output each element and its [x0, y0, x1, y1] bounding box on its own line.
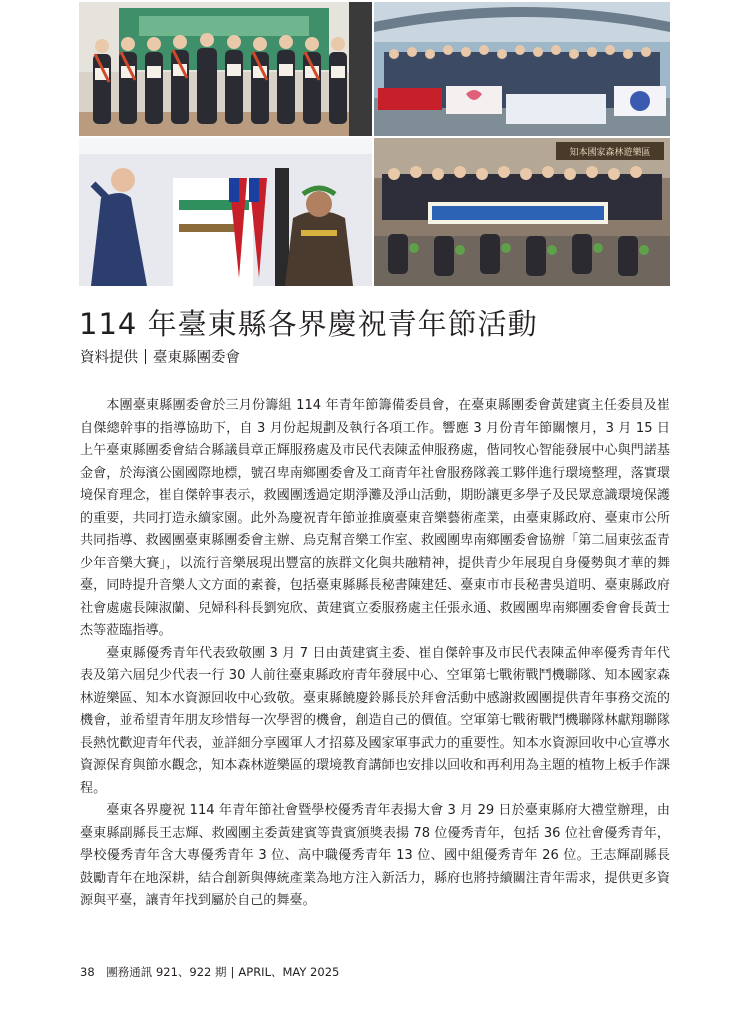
speaker-and-indigenous-performer-photo	[79, 138, 372, 286]
article-title: 114 年臺東縣各界慶祝青年節活動	[79, 307, 538, 341]
page-number: 38	[80, 965, 95, 979]
source-label: 資料提供	[80, 350, 138, 366]
article-paragraph: 本團臺東縣團委會於三月份籌組 114 年青年節籌備委員會，在臺東縣團委會黃建賓主任委員及崔自傑總幹事的指導協助下，自 3 月份起規劃及執行各項工作。響應 3 月份青年節關懷月，3 月 15 日上午臺東縣團委會結合縣議員章正輝服務處及市民代表陳孟伸服務處，偕同牧心智能發展中心與門諾基金會，於海濱公園國際地標，號召卑南鄉團委會及工商青年社會服務隊義工夥伴進行環境整理，落實環境保育理念，崔自傑幹事表示，救國團透過定期淨灘及淨山活動，期盼讓更多學子及民眾意識環境保護的重要，共同打造永續家園。此外為慶祝青年節並推廣臺東音樂藝術產業，由臺東縣政府、臺東市公所共同指導、救國團臺東縣團委會主辦、烏克幫音樂工作室、救國團卑南鄉團委會協辦「第二屆東弦盃青少年音樂大賽」，以流行音樂展現出豐富的族群文化與共融精神，提供青少年展現自身優勢與才華的舞臺，同時提升音樂人文方面的素養，包括臺東縣縣長秘書陳建廷、臺東市市長秘書吳道明、臺東縣政府社會處處長陳淑蘭、兒婦科科長劉宛欣、黃建賓立委服務處主任張永通、救國團卑南鄉團委會會長黃士杰等蒞臨指導。	[80, 398, 670, 638]
forest-area-sign: 知本國家森林遊樂區	[569, 148, 651, 158]
source-value: 臺東縣團委會	[153, 350, 240, 366]
award-ceremony-photo	[79, 2, 372, 136]
publication-name: 團務通訊 921、922 期	[106, 965, 227, 979]
youth-visit-forest-area-photo	[374, 138, 670, 286]
article-paragraph: 臺東縣優秀青年代表致敬團 3 月 7 日由黃建賓主委、崔自傑幹事及市民代表陳孟伸率優秀青年代表及第六屆兒少代表一行 30 人前往臺東縣政府青年發展中心、空軍第七戰術戰鬥機聯隊、知本國家森林遊樂區、知本水資源回收中心致敬。臺東縣饒慶鈴縣長於拜會活動中感謝救國團提供青年事務交流的機會，並希望青年朋友珍惜每一次學習的機會，創造自己的價值。空軍第七戰術戰鬥機聯隊林獻翔聯隊長熱忱歡迎青年代表，並詳細分享國軍人才招募及國家軍事武力的重要性。知本水資源回收中心宣導水資源保育與節水觀念，知本森林遊樂區的環境教育講師也安排以回收和再利用為主題的植物上板手作課程。	[80, 645, 670, 796]
page-footer	[80, 964, 339, 980]
publication-date: APRIL、MAY 2025	[238, 965, 340, 979]
article-paragraph: 臺東各界慶祝 114 年青年節社會暨學校優秀青年表揚大會 3 月 29 日於臺東縣府大禮堂辦理，由臺東縣副縣長王志輝、救國團主委黃建賓等貴賓頒獎表揚 78 位優秀青年，包括 36 位社會優秀青年，學校優秀青年含大專優秀青年 3 位、高中職優秀青年 13 位、國中組優秀青年 26 位。王志輝副縣長鼓勵青年在地深耕，結合創新與傳統產業為地方注入新活力，縣府也將持續關注青年需求，提供更多資源與平臺，讓青年找到屬於自己的舞臺。	[80, 803, 670, 908]
footer-divider: |	[230, 965, 235, 979]
article-body	[80, 395, 670, 913]
source-divider	[145, 349, 146, 364]
beach-cleanup-group-photo	[374, 2, 670, 136]
article-source	[80, 346, 240, 367]
